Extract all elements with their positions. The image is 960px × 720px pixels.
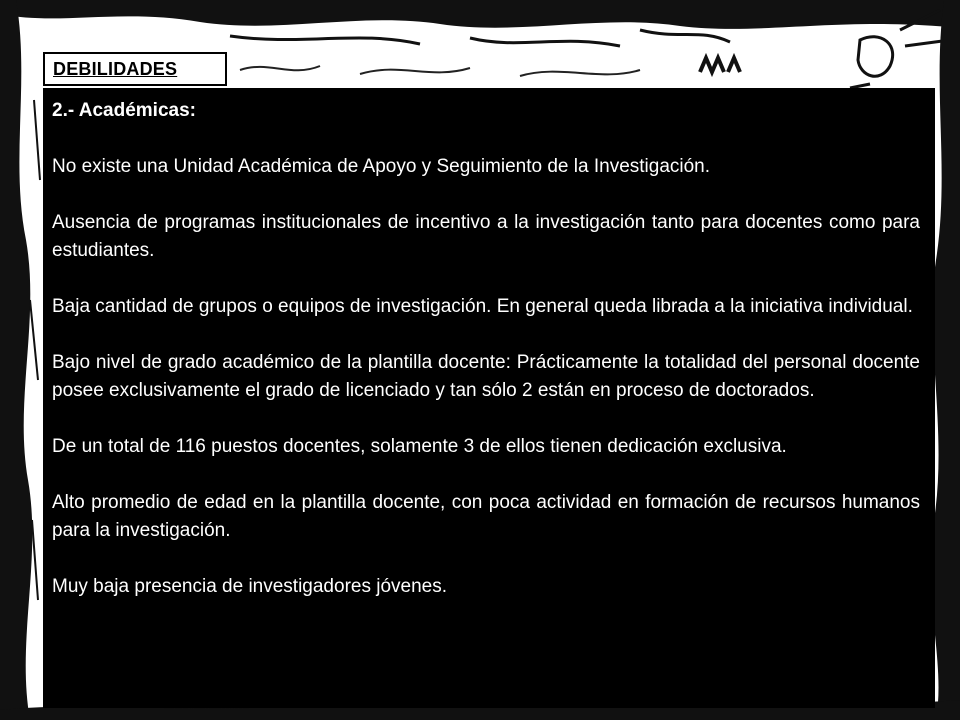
list-item: Alto promedio de edad en la plantilla docente, con poca actividad en formación de recursos humanos para la investigación. xyxy=(52,492,920,541)
list-item: Ausencia de programas institucionales de incentivo a la investigación tanto para docentes como para estudiantes. xyxy=(52,212,920,261)
list-item: Bajo nivel de grado académico de la plantilla docente: Prácticamente la totalidad del personal docente posee exclusivamente el grado de licenciado y tan sólo 2 están en proceso de doctorados. xyxy=(52,352,920,401)
section-label: DEBILIDADES xyxy=(53,58,178,79)
list-item: Muy baja presencia de investigadores jóvenes. xyxy=(52,576,448,597)
panel-heading: 2.- Académicas: xyxy=(52,100,196,121)
list-item: No existe una Unidad Académica de Apoyo y Seguimiento de la Investigación. xyxy=(52,156,711,177)
content-panel xyxy=(43,88,935,708)
list-item: Baja cantidad de grupos o equipos de investigación. En general queda librada a la iniciativa individual. xyxy=(52,296,913,317)
section-label-box xyxy=(43,52,227,86)
list-item: De un total de 116 puestos docentes, solamente 3 de ellos tienen dedicación exclusiva. xyxy=(52,436,787,457)
